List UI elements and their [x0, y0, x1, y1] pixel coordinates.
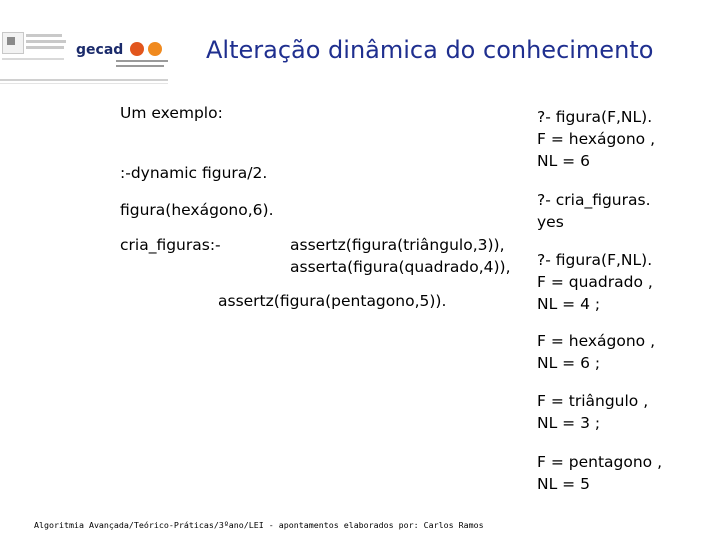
- logo-text-line: [116, 65, 164, 67]
- query-1-answer-1: F = hexágono ,: [537, 130, 655, 148]
- query-1: ?- figura(F,NL).: [537, 108, 653, 126]
- gecad-logo-dot: [148, 42, 162, 56]
- query-3-result: F = triângulo ,: [537, 392, 649, 410]
- gecad-logo-word: gecad: [76, 42, 124, 58]
- header-divider: [0, 79, 168, 81]
- logo-text-line: [116, 60, 168, 62]
- logo-text-line: [26, 34, 62, 37]
- footer-credit: Algoritmia Avançada/Teórico-Práticas/3ºano/LEI - apontamentos elaborados por: Carlos Ramos: [34, 520, 484, 530]
- query-2-answer: yes: [537, 213, 564, 231]
- query-3-result: NL = 4 ;: [537, 295, 601, 313]
- query-1-answer-2: NL = 6: [537, 152, 590, 170]
- query-3-result: F = quadrado ,: [537, 273, 653, 291]
- query-3-result: NL = 5: [537, 475, 590, 493]
- query-3-result: F = hexágono ,: [537, 332, 655, 350]
- slide-title: Alteração dinâmica do conhecimento: [206, 36, 654, 64]
- header-divider-thin: [0, 83, 168, 84]
- intro-text: Um exemplo:: [120, 104, 223, 122]
- assert-line-3: assertz(figura(pentagono,5)).: [218, 292, 447, 310]
- assert-line-2: asserta(figura(quadrado,4)),: [290, 258, 511, 276]
- department-logo: [0, 30, 70, 74]
- logo-text-line: [26, 46, 64, 49]
- dynamic-declaration: :-dynamic figura/2.: [120, 164, 268, 182]
- fact-line: figura(hexágono,6).: [120, 201, 274, 219]
- gecad-logo: [74, 40, 170, 72]
- query-3: ?- figura(F,NL).: [537, 251, 653, 269]
- gecad-logo-dot: [130, 42, 144, 56]
- query-3-result: NL = 3 ;: [537, 414, 601, 432]
- query-3-result: NL = 6 ;: [537, 354, 601, 372]
- rule-head: cria_figuras:-: [120, 236, 221, 254]
- logo-text-line: [26, 40, 66, 43]
- assert-line-1: assertz(figura(triângulo,3)),: [290, 236, 505, 254]
- query-3-result: F = pentagono ,: [537, 453, 663, 471]
- department-logo-mark: [2, 32, 24, 54]
- query-2: ?- cria_figuras.: [537, 191, 651, 209]
- logo-text-line: [2, 58, 64, 60]
